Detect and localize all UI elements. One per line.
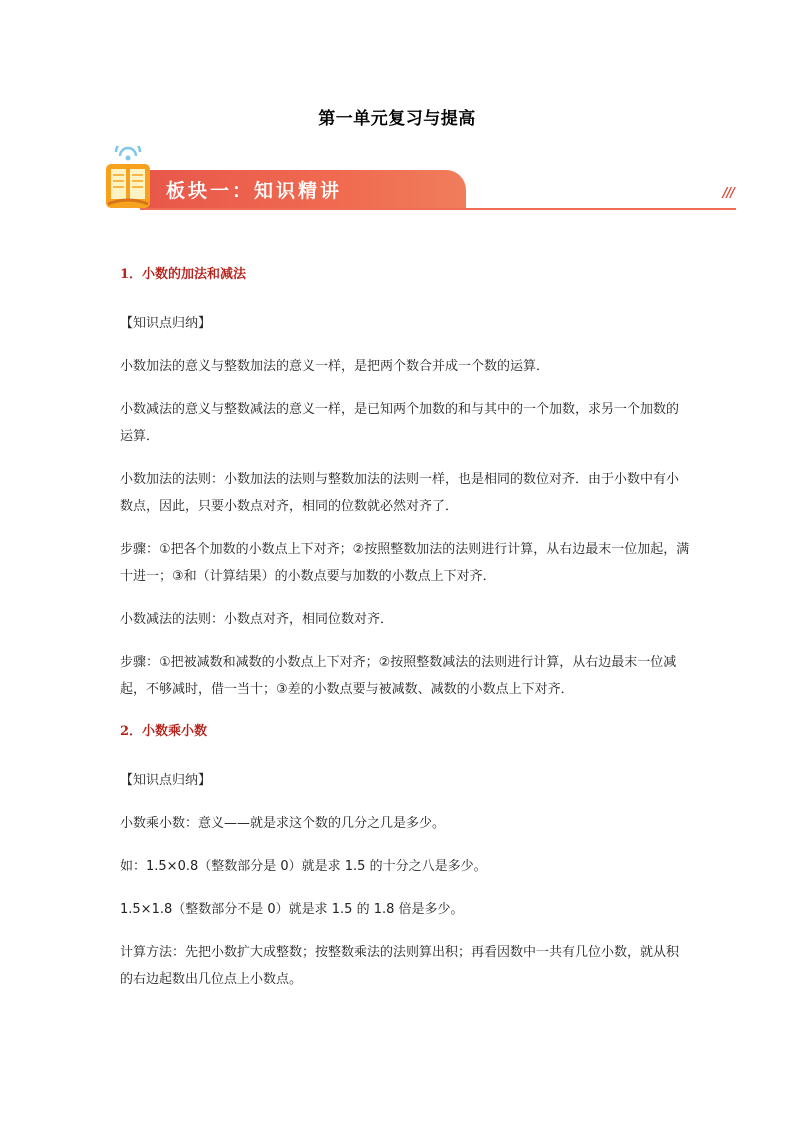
paragraph: 小数减法的法则：小数点对齐，相同位数对齐．	[120, 612, 394, 627]
section-banner	[102, 146, 736, 212]
paragraph: 小数加法的法则：小数加法的法则与整数加法的法则一样，也是相同的数位对齐．由于小数中有小数点，因此，只要小数点对齐，相同的位数就必然对齐了．	[120, 472, 680, 514]
book-icon	[102, 146, 154, 212]
banner-underline	[140, 208, 736, 210]
section-heading: 1．小数的加法和减法	[120, 267, 247, 282]
paragraph: 小数减法的意义与整数减法的意义一样，是已知两个加数的和与其中的一个加数，求另一个加数的运算．	[120, 402, 680, 444]
paragraph: 步骤：①把各个加数的小数点上下对齐；②按照整数加法的法则进行计算，从右边最末一位加起，满十进一；③和（计算结果）的小数点要与加数的小数点上下对齐．	[120, 542, 690, 584]
banner-label: 板块一：知识精讲	[166, 180, 343, 202]
paragraph: 小数乘小数：意义——就是求这个数的几分之几是多少。	[120, 816, 446, 831]
content	[120, 262, 690, 1009]
knowledge-tag: 【知识点归纳】	[120, 773, 212, 788]
paragraph: 计算方法：先把小数扩大成整数；按整数乘法的法则算出积；再看因数中一共有几位小数，就从积的右边起数出几位点上小数点。	[120, 945, 680, 987]
paragraph: 1.5×1.8（整数部分不是 0）就是求 1.5 的 1.8 倍是多少。	[120, 902, 464, 917]
paragraph: 如：1.5×0.8（整数部分是 0）就是求 1.5 的十分之八是多少。	[120, 859, 487, 874]
section-heading: 2．小数乘小数	[120, 724, 208, 739]
knowledge-tag: 【知识点归纳】	[120, 316, 212, 331]
paragraph: 步骤：①把被减数和减数的小数点上下对齐；②按照整数减法的法则进行计算，从右边最末一位减起，不够减时，借一当十；③差的小数点要与被减数、减数的小数点上下对齐．	[120, 655, 677, 697]
paragraph: 小数加法的意义与整数加法的意义一样，是把两个数合并成一个数的运算．	[120, 359, 550, 374]
banner-decoration: ///	[722, 186, 734, 201]
page-title: 第一单元复习与提高	[318, 109, 476, 129]
